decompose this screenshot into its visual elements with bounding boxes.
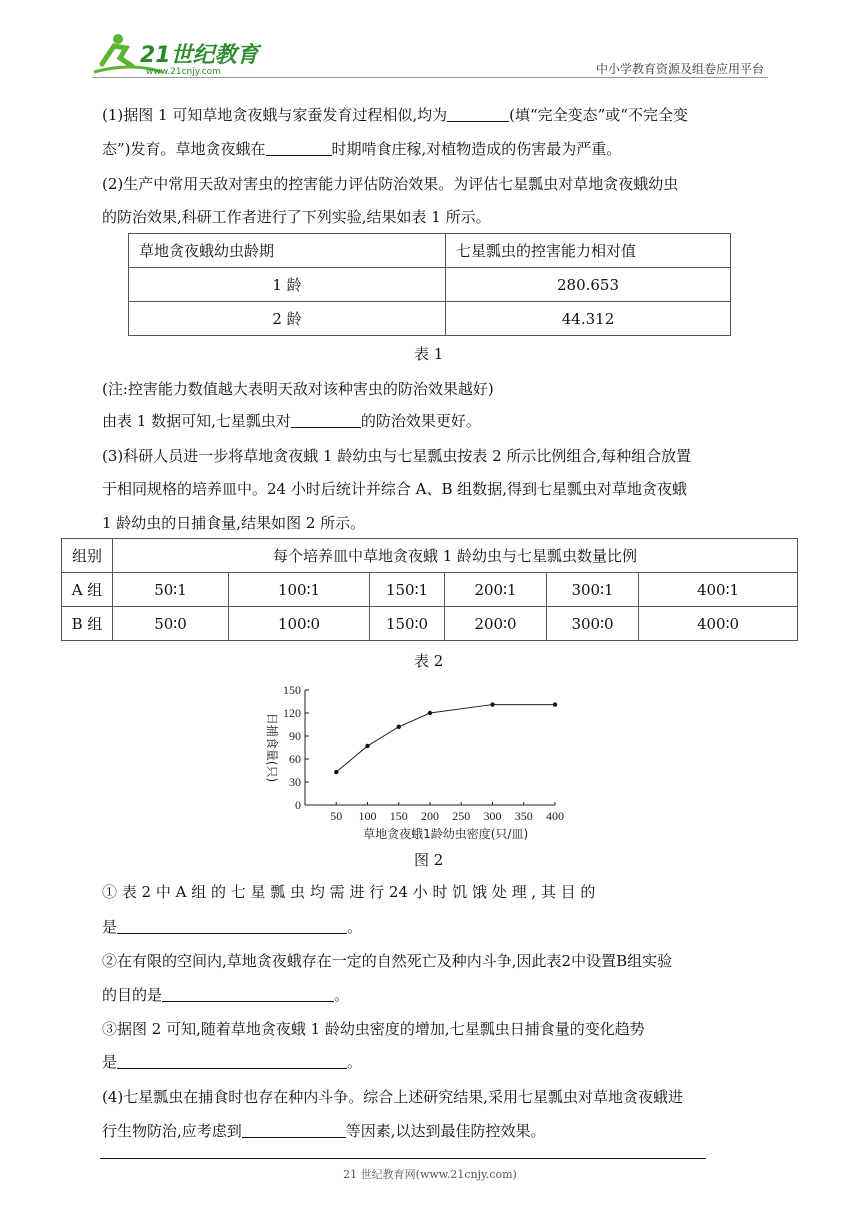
answer-blank-4[interactable] (117, 918, 347, 934)
x-tick-label: 400 (546, 809, 564, 823)
q2-conclusion-a: 由表 1 数据可知,七星瓢虫对 (102, 412, 291, 430)
q1-text-1a: (1)据图 1 可知草地贪夜蛾与家蚕发育过程相似,均为 (102, 106, 448, 124)
q1-line-1 (102, 105, 762, 125)
table2-cell: 400∶0 (639, 607, 798, 641)
y-tick-label: 60 (289, 752, 301, 766)
table2-cell: 400∶1 (639, 573, 798, 607)
table1-header-value: 七星瓢虫的控害能力相对值 (446, 234, 731, 268)
q4-line-2 (102, 1121, 762, 1141)
table-row (62, 607, 798, 641)
q1-text-2a: 态”)发育。草地贪夜蛾在 (102, 140, 266, 158)
q3-sub1-b: 是 (102, 918, 118, 936)
table1-cell: 280.653 (446, 268, 731, 302)
q3-sub2-b: 的目的是 (102, 986, 163, 1004)
table2-cell: 300∶1 (547, 573, 639, 607)
q2-note: (注:控害能力数值越大表明天敌对该种害虫的防治效果越好) (102, 380, 494, 398)
x-tick-label: 250 (452, 809, 471, 823)
data-point (334, 770, 338, 774)
table2-header-group: 组别 (62, 539, 113, 573)
table2-caption: 表 2 (414, 652, 444, 670)
table2-cell: 150∶1 (370, 573, 445, 607)
table-1 (128, 233, 731, 336)
series-line (336, 705, 555, 772)
footer-divider (100, 1158, 706, 1159)
y-axis-label: 日捕食量(只) (265, 712, 279, 783)
table2-cell: 300∶0 (547, 607, 639, 641)
q1-text-1b: (填“完全变态”或“不完全变 (509, 106, 688, 124)
x-tick-label: 100 (358, 809, 377, 823)
q2-line-1: (2)生产中常用天敌对害虫的控害能力评估防治效果。为评估七星瓢虫对草地贪夜蛾幼虫 (102, 175, 679, 193)
y-tick-label: 90 (289, 729, 301, 743)
y-tick-label: 120 (283, 706, 301, 720)
table-row (62, 539, 798, 573)
table-row (129, 302, 731, 336)
q3-line-2: 于相同规格的培养皿中。24 小时后统计并综合 A、B 组数据,得到七星瓢虫对草地贪夜蛾 (102, 480, 688, 498)
q3-sub3-line-1: ③据图 2 可知,随着草地贪夜蛾 1 龄幼虫密度的增加,七星瓢虫日捕食量的变化趋势 (102, 1020, 645, 1038)
table2-cell: 50∶0 (113, 607, 229, 641)
q1-line-2 (102, 139, 762, 159)
q2-conclusion-b: 的防治效果更好。 (360, 412, 481, 430)
y-tick-label: 30 (289, 775, 301, 789)
table2-group-b: B 组 (62, 607, 113, 641)
period: 。 (347, 918, 363, 936)
answer-blank-7[interactable] (242, 1122, 346, 1138)
footer-text: 21 世纪教育网(www.21cnjy.com) (343, 1168, 517, 1181)
q4-line-1: (4)七星瓢虫在捕食时也存在种内斗争。综合上述研究结果,采用七星瓢虫对草地贪夜蛾进 (102, 1088, 684, 1106)
data-point (490, 702, 494, 706)
predation-chart (250, 678, 564, 843)
x-axis-label: 草地贪夜蛾1龄幼虫密度(只/皿) (363, 827, 529, 841)
answer-blank-1[interactable] (447, 106, 509, 122)
x-tick-label: 50 (330, 809, 343, 823)
answer-blank-6[interactable] (117, 1053, 347, 1069)
data-point (397, 725, 401, 729)
table2-cell: 200∶0 (445, 607, 547, 641)
answer-blank-3[interactable] (291, 412, 361, 428)
q3-sub2-line-1: ②在有限的空间内,草地贪夜蛾存在一定的自然死亡及种内斗争,因此表2中设置B组实验 (102, 952, 673, 970)
q3-line-1: (3)科研人员进一步将草地贪夜蛾 1 龄幼虫与七星瓢虫按表 2 所示比例组合,每种组合放置 (102, 447, 692, 465)
table2-group-a: A 组 (62, 573, 113, 607)
q3-line-3: 1 龄幼虫的日捕食量,结果如图 2 所示。 (102, 514, 366, 532)
table-row (129, 234, 731, 268)
table1-header-stage: 草地贪夜蛾幼虫龄期 (129, 234, 446, 268)
site-logo (92, 32, 262, 78)
q4-text-2a: 行生物防治,应考虑到 (102, 1122, 242, 1140)
table-2 (61, 538, 798, 641)
page-header (92, 32, 768, 80)
data-point (553, 702, 557, 706)
q1-text-2b: 时期啃食庄稼,对植物造成的伤害最为严重。 (331, 140, 622, 158)
table2-cell: 200∶1 (445, 573, 547, 607)
q4-text-2b: 等因素,以达到最佳防控效果。 (345, 1122, 546, 1140)
table-row (62, 573, 798, 607)
table1-cell: 2 龄 (129, 302, 446, 336)
table2-cell: 150∶0 (370, 607, 445, 641)
x-tick-label: 150 (389, 809, 408, 823)
q3-sub1-line-2 (102, 917, 762, 937)
table-row (129, 268, 731, 302)
table2-header-title: 每个培养皿中草地贪夜蛾 1 龄幼虫与七星瓢虫数量比例 (113, 539, 798, 573)
logo-text: 21世纪教育 (140, 43, 259, 68)
figure2-caption: 图 2 (414, 851, 444, 869)
answer-blank-5[interactable] (162, 986, 334, 1002)
platform-name: 中小学教育资源及组卷应用平台 (595, 62, 764, 76)
logo-url: www.21cnjy.com (146, 67, 221, 77)
header-divider (92, 77, 768, 78)
table2-cell: 100∶0 (229, 607, 370, 641)
table1-cell: 1 龄 (129, 268, 446, 302)
q2-conclusion (102, 411, 762, 431)
data-point (428, 711, 432, 715)
x-tick-label: 350 (514, 809, 533, 823)
q3-sub3-line-2 (102, 1052, 762, 1072)
x-tick-label: 200 (421, 809, 439, 823)
q3-sub2-line-2 (102, 985, 762, 1005)
period: 。 (347, 1053, 363, 1071)
table2-cell: 50∶1 (113, 573, 229, 607)
q3-sub1-line-1: ① 表 2 中 A 组 的 七 星 瓢 虫 均 需 进 行 24 小 时 饥 饿 处 理 , 其 目 的 (102, 883, 596, 901)
table2-cell: 100∶1 (229, 573, 370, 607)
x-tick-label: 300 (483, 809, 502, 823)
q3-sub3-b: 是 (102, 1053, 118, 1071)
answer-blank-2[interactable] (266, 140, 332, 156)
table1-caption: 表 1 (414, 345, 444, 363)
q2-line-2: 的防治效果,科研工作者进行了下列实验,结果如表 1 所示。 (102, 208, 491, 226)
data-point (365, 744, 369, 748)
y-tick-label: 0 (295, 798, 301, 812)
table1-cell: 44.312 (446, 302, 731, 336)
period: 。 (334, 986, 350, 1004)
y-tick-label: 150 (283, 683, 301, 697)
